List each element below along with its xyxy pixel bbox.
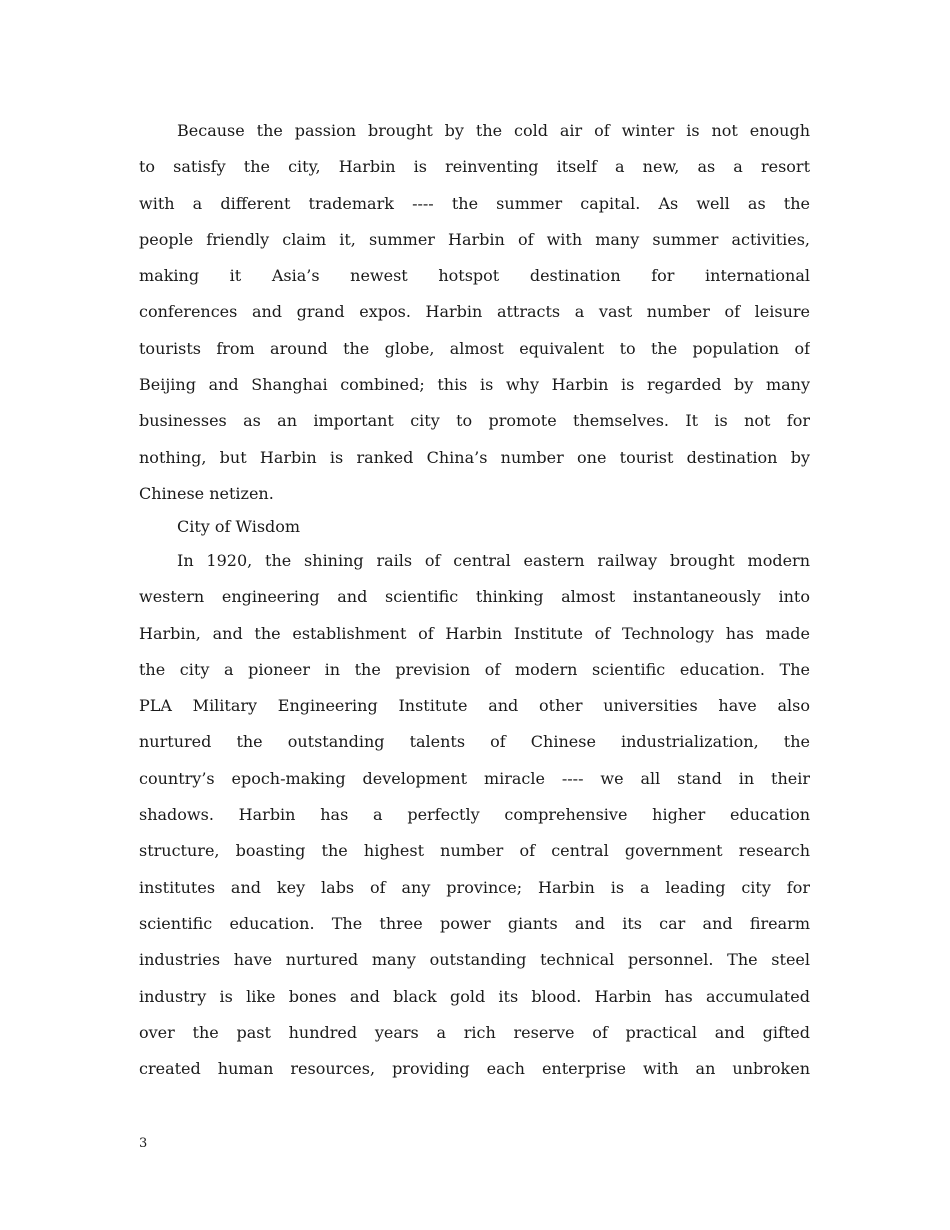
- paragraph-line: Beijing and Shanghai combined; this is why Harbin is regarded by many: [139, 375, 810, 395]
- paragraph-line: shadows. Harbin has a perfectly comprehensive higher education: [139, 805, 810, 825]
- paragraph-line: In 1920, the shining rails of central eastern railway brought modern: [177, 551, 810, 570]
- paragraph-line: making it Asia’s newest hotspot destination for international: [139, 266, 810, 286]
- paragraph-line: western engineering and scientific thinking almost instantaneously into: [139, 587, 810, 607]
- paragraph-line: structure, boasting the highest number of central government research: [139, 841, 810, 861]
- paragraph-line: country’s epoch-making development miracle ---- we all stand in their: [139, 768, 810, 788]
- paragraph-line: created human resources, providing each enterprise with an unbroken: [139, 1059, 810, 1079]
- paragraph-line: industry is like bones and black gold its blood. Harbin has accumulated: [139, 986, 810, 1006]
- paragraph-line: PLA Military Engineering Institute and other universities have also: [139, 696, 810, 716]
- paragraph-line: over the past hundred years a rich reserve of practical and gifted: [139, 1022, 810, 1042]
- paragraph-line: tourists from around the globe, almost equivalent to the population of: [139, 338, 810, 358]
- section-heading: City of Wisdom: [177, 517, 301, 536]
- paragraph-line: with a different trademark ---- the summer capital. As well as the: [139, 193, 810, 213]
- paragraph-line: nothing, but Harbin is ranked China’s number one tourist destination by: [139, 447, 810, 467]
- paragraph-line: to satisfy the city, Harbin is reinventing itself a new, as a resort: [139, 157, 810, 177]
- paragraph-line: scientific education. The three power giants and its car and firearm: [139, 913, 810, 933]
- paragraph-line: nurtured the outstanding talents of Chinese industrialization, the: [139, 732, 810, 752]
- paragraph-line: the city a pioneer in the prevision of modern scientific education. The: [139, 659, 810, 679]
- page-number: 3: [139, 1136, 148, 1151]
- paragraph-line: institutes and key labs of any province; Harbin is a leading city for: [139, 877, 810, 897]
- paragraph-harbin-summer: [139, 113, 810, 512]
- paragraph-line: Chinese netizen.: [139, 483, 274, 503]
- paragraph-line: Harbin, and the establishment of Harbin Institute of Technology has made: [139, 623, 810, 643]
- paragraph-city-of-wisdom: [139, 543, 810, 1087]
- paragraph-line: businesses as an important city to promote themselves. It is not for: [139, 411, 810, 431]
- paragraph-line: industries have nurtured many outstanding technical personnel. The steel: [139, 950, 810, 970]
- paragraph-line: Because the passion brought by the cold air of winter is not enough: [177, 121, 810, 140]
- paragraph-line: conferences and grand expos. Harbin attracts a vast number of leisure: [139, 302, 810, 322]
- paragraph-line: people friendly claim it, summer Harbin of with many summer activities,: [139, 229, 810, 249]
